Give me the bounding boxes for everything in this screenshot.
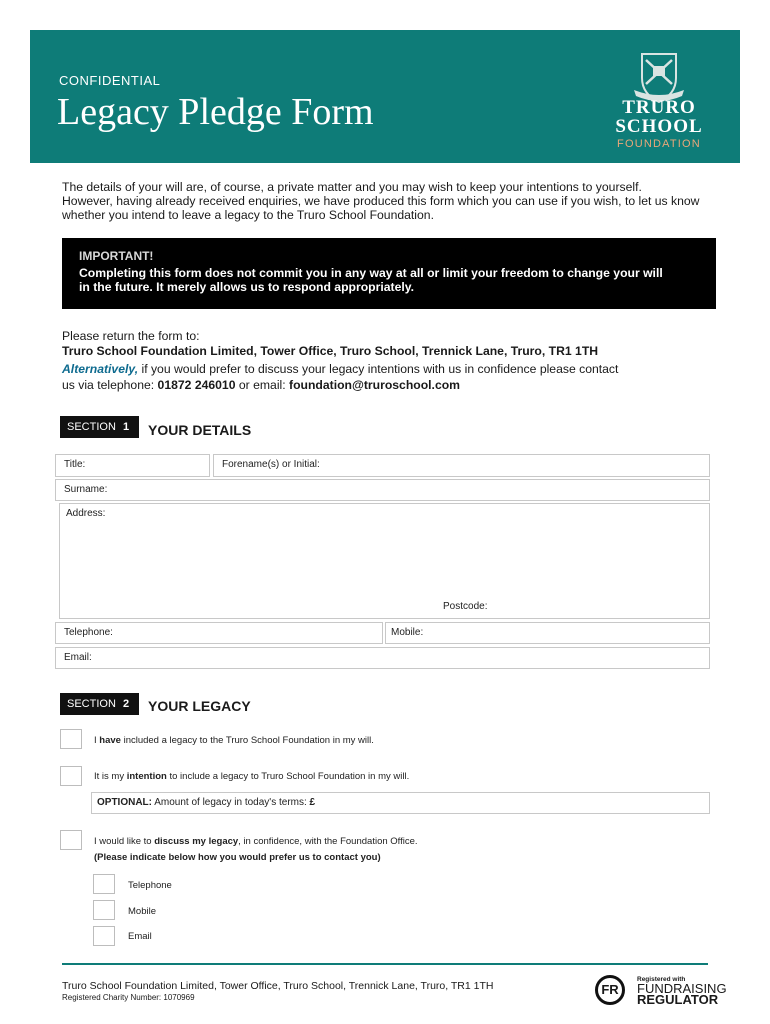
header-banner	[30, 30, 740, 163]
have-legacy-checkbox[interactable]	[60, 729, 82, 749]
address-field[interactable]: Address: Postcode:	[59, 503, 710, 619]
legacy-amount-field[interactable]: OPTIONAL: Amount of legacy in today's terms: £	[91, 792, 710, 814]
intro-text: The details of your will are, of course, a private matter and you may wish to keep your intentions to yourself. However, having already received enquiries, we have produced this form which you can use if you wish, to let us know whether you intend to leave a legacy to the Truro School Foundation.	[62, 180, 700, 222]
section2-title: YOUR LEGACY	[148, 698, 251, 714]
fr-registered-label: Registered with	[637, 976, 686, 983]
surname-field[interactable]: Surname:	[55, 479, 710, 501]
title-field[interactable]: Title:	[55, 454, 210, 477]
discuss-legacy-checkbox[interactable]	[60, 830, 82, 850]
section1-title: YOUR DETAILS	[148, 422, 252, 438]
forename-field[interactable]: Forename(s) or Initial:	[213, 454, 710, 477]
logo-text: TRURO SCHOOL	[615, 97, 703, 137]
footer-address: Truro School Foundation Limited, Tower Office, Truro School, Trennick Lane, Truro, TR1 1TH	[62, 980, 494, 992]
alternative-contact: Alternatively, if you would prefer to discuss your legacy intentions with us in confidence please contact	[62, 362, 619, 376]
page-title: Legacy Pledge Form	[57, 91, 374, 133]
postcode-label: Postcode:	[443, 601, 488, 612]
important-text: Completing this form does not commit you in any way at all or limit your freedom to change your will in the future. It merely allows us to respond appropriately.	[79, 266, 663, 294]
email-field[interactable]: Email:	[55, 647, 710, 669]
fundraising-regulator-icon: FR	[595, 975, 625, 1005]
logo-foundation: FOUNDATION	[617, 138, 701, 150]
section1-tag: SECTION 1	[60, 416, 139, 438]
discuss-legacy-label: I would like to discuss my legacy, in confidence, with the Foundation Office.	[94, 836, 418, 847]
have-legacy-label: I have included a legacy to the Truro School Foundation in my will.	[94, 735, 374, 746]
telephone-field[interactable]: Telephone:	[55, 622, 383, 644]
section2-tag: SECTION 2	[60, 693, 139, 715]
contact-mobile-label: Mobile	[128, 906, 156, 917]
discuss-legacy-note: (Please indicate below how you would prefer us to contact you)	[94, 852, 381, 863]
return-label: Please return the form to:	[62, 329, 200, 343]
contact-email-label: Email	[128, 931, 152, 942]
confidential-label: CONFIDENTIAL	[59, 73, 161, 88]
email-link[interactable]: foundation@truroschool.com	[289, 378, 461, 392]
footer-divider	[62, 963, 708, 965]
fr-fundraising-label: FUNDRAISING	[637, 981, 727, 996]
contact-email-checkbox[interactable]	[93, 926, 115, 946]
phone-number[interactable]: 01872 246010	[157, 378, 236, 392]
intention-checkbox[interactable]	[60, 766, 82, 786]
school-crest-icon	[634, 50, 684, 104]
charity-number: Registered Charity Number: 1070969	[62, 993, 195, 1002]
fr-regulator-label: REGULATOR	[637, 992, 719, 1007]
important-notice	[62, 238, 716, 309]
intention-label: It is my intention to include a legacy to Truro School Foundation in my will.	[94, 771, 410, 782]
contact-telephone-label: Telephone	[128, 880, 172, 891]
contact-details: us via telephone: 01872 246010 or email: foundation@truroschool.com	[62, 378, 461, 392]
important-heading: IMPORTANT!	[79, 249, 154, 263]
contact-telephone-checkbox[interactable]	[93, 874, 115, 894]
mobile-field[interactable]: Mobile:	[385, 622, 710, 644]
return-address: Truro School Foundation Limited, Tower Office, Truro School, Trennick Lane, Truro, TR1 1TH	[62, 344, 599, 358]
contact-mobile-checkbox[interactable]	[93, 900, 115, 920]
